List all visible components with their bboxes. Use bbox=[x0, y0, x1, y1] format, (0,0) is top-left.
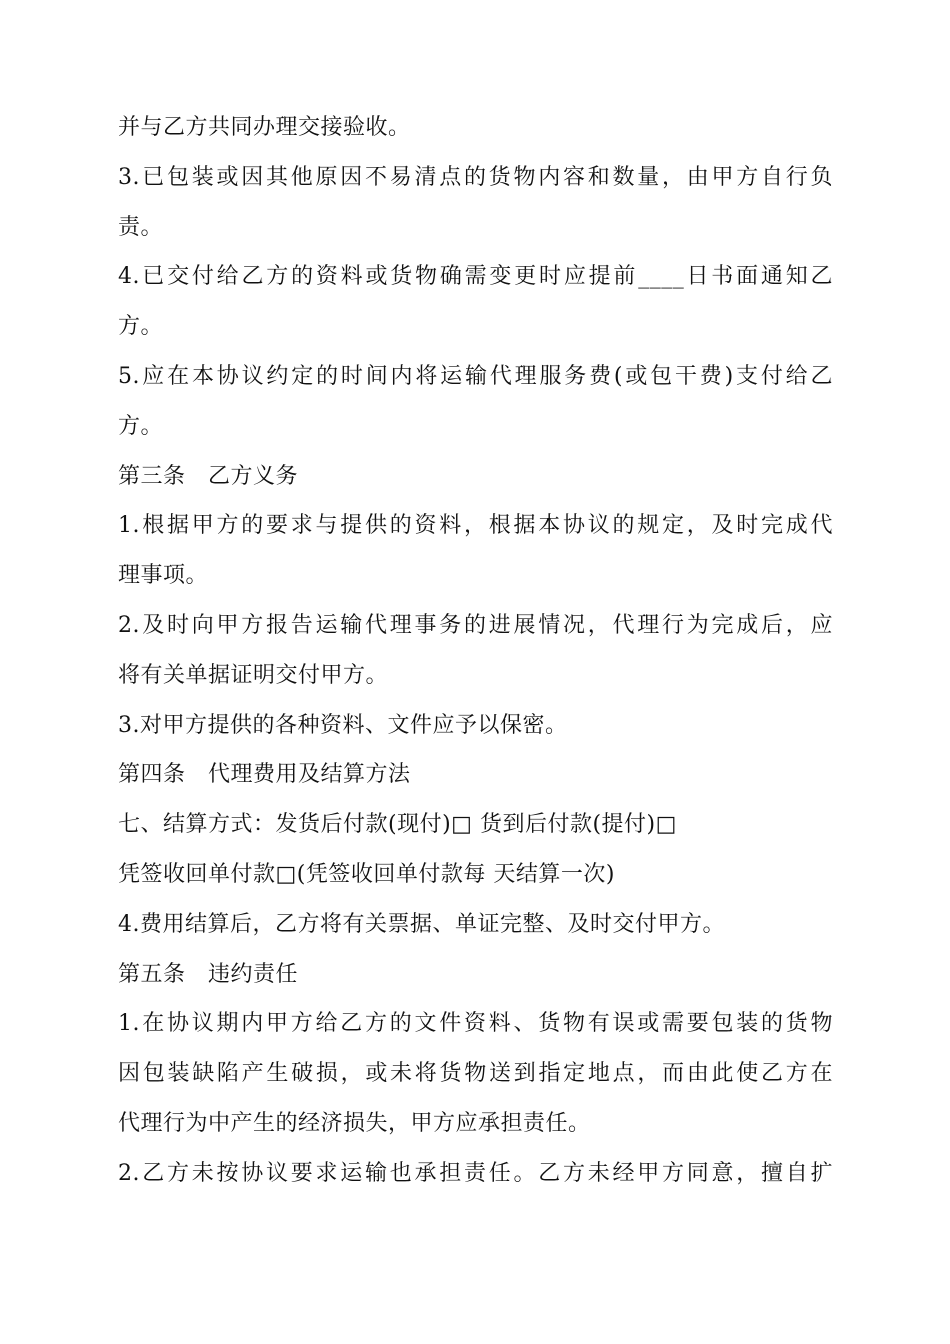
text-line: 代理行为中产生的经济损失，甲方应承担责任。 bbox=[118, 1110, 591, 1136]
text-line: 1.在协议期内甲方给乙方的文件资料、货物有误或需要包装的货物 bbox=[118, 1011, 833, 1037]
text-line: 4.已交付给乙方的资料或货物确需变更时应提前____日书面通知乙 bbox=[118, 264, 833, 290]
text-line: 将有关单据证明交付甲方。 bbox=[118, 662, 389, 688]
text-line: 3.已包装或因其他原因不易清点的货物内容和数量，由甲方自行负 bbox=[118, 164, 833, 190]
section-heading: 第五条 违约责任 bbox=[118, 961, 299, 987]
text-line: 1.根据甲方的要求与提供的资料，根据本协议的规定，及时完成代 bbox=[118, 513, 833, 539]
document-page bbox=[118, 103, 833, 1199]
text-line: 七、结算方式：发货后付款(现付)□ 货到后付款(提付)□ bbox=[118, 812, 677, 838]
text-line: 5.应在本协议约定的时间内将运输代理服务费(或包干费)支付给乙 bbox=[118, 363, 833, 389]
text-line: 4.费用结算后，乙方将有关票据、单证完整、及时交付甲方。 bbox=[118, 911, 725, 937]
text-line: 责。 bbox=[118, 214, 164, 240]
text-line: 理事项。 bbox=[118, 563, 209, 589]
text-line: 方。 bbox=[118, 314, 164, 340]
text-line: 2.及时向甲方报告运输代理事务的进展情况，代理行为完成后，应 bbox=[118, 612, 833, 638]
text-line: 并与乙方共同办理交接验收。 bbox=[118, 115, 411, 140]
text-line: 因包装缺陷产生破损，或未将货物送到指定地点，而由此使乙方在 bbox=[118, 1061, 833, 1087]
text-line: 2.乙方未按协议要求运输也承担责任。乙方未经甲方同意，擅自扩 bbox=[118, 1160, 833, 1186]
text-line: 凭签收回单付款□(凭签收回单付款每 天结算一次) bbox=[118, 861, 615, 887]
text-line: 3.对甲方提供的各种资料、文件应予以保密。 bbox=[118, 712, 568, 738]
section-heading: 第三条 乙方义务 bbox=[118, 463, 299, 489]
section-heading: 第四条 代理费用及结算方法 bbox=[118, 762, 411, 788]
text-line: 方。 bbox=[118, 413, 164, 439]
